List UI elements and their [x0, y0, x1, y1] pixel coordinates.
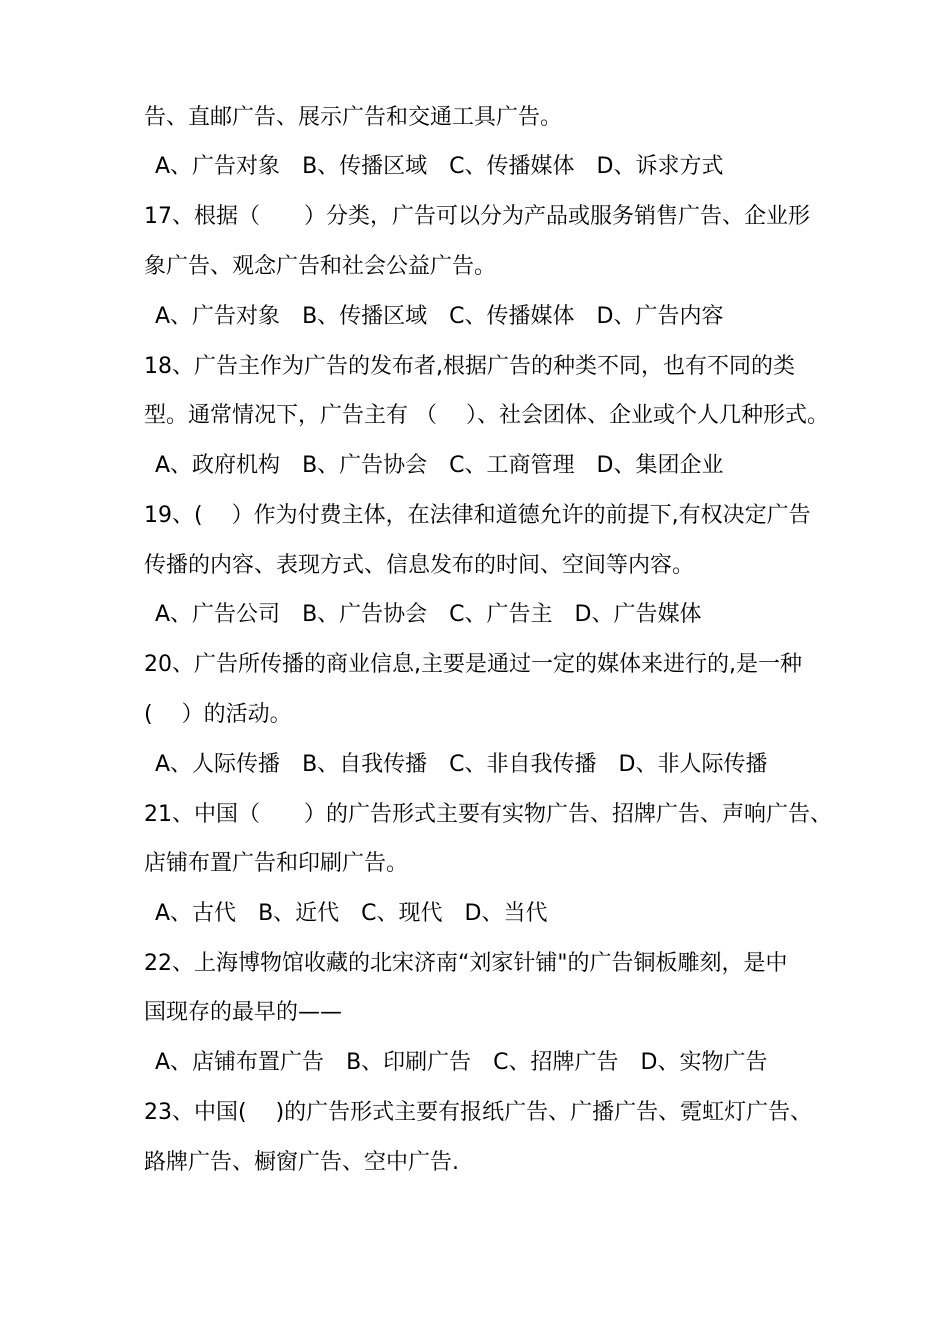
option-b: B、印刷广告 — [346, 1050, 472, 1075]
option-a: A、广告公司 — [155, 602, 281, 627]
question-21-line-1: 21、中国（ ）的广告形式主要有实物广告、招牌广告、声响广告、 — [144, 802, 832, 827]
question-20-options — [155, 740, 845, 790]
option-b: B、近代 — [258, 901, 340, 926]
question-22-line-2: 国现存的最早的—— — [144, 1000, 343, 1025]
option-c: C、非自我传播 — [449, 752, 597, 777]
question-18-options — [155, 441, 845, 491]
question-17-line-1: 17、根据（ ）分类，广告可以分为产品或服务销售广告、企业形 — [144, 204, 810, 229]
question-16-continuation: 告、直邮广告、展示广告和交通工具广告。 — [144, 105, 563, 130]
option-b: B、传播区域 — [302, 154, 428, 179]
question-16-options — [155, 142, 845, 192]
question-22-options — [155, 1038, 845, 1088]
question-17-line-2: 象广告、观念广告和社会公益广告。 — [144, 254, 497, 279]
question-19-line-1: 19、( ）作为付费主体，在法律和道德允许的前提下,有权决定广告 — [144, 503, 811, 528]
option-d: D、广告内容 — [596, 304, 724, 329]
option-a: A、广告对象 — [155, 154, 281, 179]
option-d: D、广告媒体 — [574, 602, 702, 627]
question-21-line-2: 店铺布置广告和印刷广告。 — [144, 851, 409, 876]
question-19-options — [155, 590, 845, 640]
option-b: B、广告协会 — [302, 602, 428, 627]
option-a: A、人际传播 — [155, 752, 281, 777]
question-21-options — [155, 889, 845, 939]
option-b: B、自我传播 — [302, 752, 428, 777]
question-20-line-1: 20、广告所传播的商业信息,主要是通过一定的媒体来进行的,是一种 — [144, 652, 802, 677]
option-c: C、招牌广告 — [493, 1050, 619, 1075]
option-d: D、实物广告 — [640, 1050, 768, 1075]
question-18-line-1: 18、广告主作为广告的发布者,根据广告的种类不同，也有不同的类 — [144, 354, 795, 379]
option-a: A、店铺布置广告 — [155, 1050, 325, 1075]
question-18-line-2: 型。通常情况下，广告主有 （ ）、社会团体、企业或个人几种形式。 — [144, 403, 829, 428]
option-d: D、诉求方式 — [596, 154, 724, 179]
question-23-line-1: 23、中国( )的广告形式主要有报纸广告、广播广告、霓虹灯广告、 — [144, 1100, 813, 1125]
option-c: C、传播媒体 — [449, 154, 575, 179]
question-19-line-2: 传播的内容、表现方式、信息发布的时间、空间等内容。 — [144, 553, 695, 578]
question-20-line-2: ( ）的活动。 — [144, 702, 292, 727]
option-b: B、传播区域 — [302, 304, 428, 329]
option-d: D、非人际传播 — [618, 752, 768, 777]
option-d: D、集团企业 — [596, 453, 724, 478]
question-17-options — [155, 292, 845, 342]
option-d: D、当代 — [464, 901, 548, 926]
question-22-line-1: 22、上海博物馆收藏的北宋济南“刘家针铺"的广告铜板雕刻，是中 — [144, 951, 788, 976]
option-c: C、广告主 — [449, 602, 553, 627]
option-b: B、广告协会 — [302, 453, 428, 478]
option-a: A、广告对象 — [155, 304, 281, 329]
question-23-line-2: 路牌广告、橱窗广告、空中广告. — [144, 1150, 459, 1175]
option-c: C、工商管理 — [449, 453, 575, 478]
option-c: C、现代 — [361, 901, 443, 926]
option-a: A、政府机构 — [155, 453, 281, 478]
option-a: A、古代 — [155, 901, 237, 926]
option-c: C、传播媒体 — [449, 304, 575, 329]
